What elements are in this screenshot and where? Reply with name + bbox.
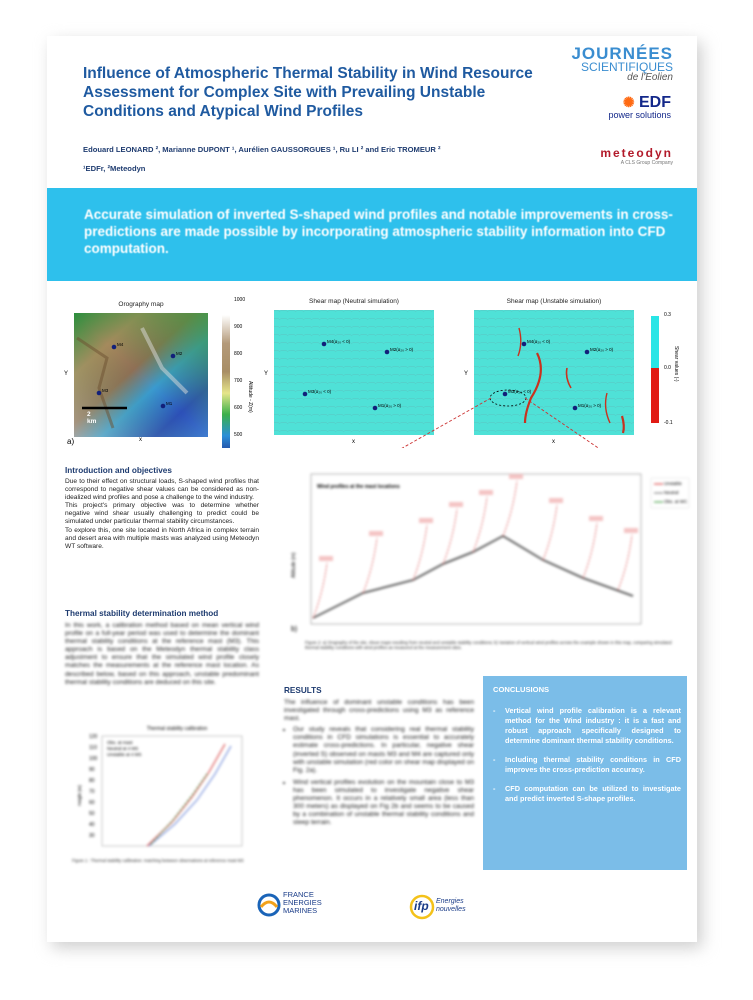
logo-text: SCIENTIFIQUES — [580, 60, 673, 74]
results-intro: The influence of dominant unstable conditions has been investigated through cross-predictions using M3 as reference mast. — [284, 699, 474, 723]
tick-label: 80 — [89, 778, 95, 784]
orography-mast-marker — [161, 404, 166, 409]
profile-chart-panel — [283, 468, 693, 668]
edf-flower-icon: ✺ — [622, 94, 635, 110]
wind-profile-label-box — [449, 502, 463, 507]
neutral-mast-label: M1(α₂₀ > 0) — [378, 403, 402, 408]
calibration-chart-title: Thermal stability calibration — [146, 726, 208, 732]
logo-text: Energies — [436, 898, 464, 905]
calibration-ylabel: Height (m) — [77, 784, 82, 806]
intro-paragraph: Due to their effect on structural loads, S-shaped wind profiles that correspond to negative shear values can be considered as non-idealized wind profiles and pose a challenge to the wind industry. — [65, 478, 259, 502]
profile-legend-unstable: Unstable — [664, 481, 682, 486]
scale-label: 2 km — [87, 411, 97, 425]
altitude-colorbar-label: Altitude - Z(m) — [247, 381, 253, 413]
conclusions-heading: CONCLUSIONS — [493, 685, 550, 694]
neutral-mast-marker — [322, 342, 327, 347]
neutral-mast-marker — [385, 350, 390, 355]
shear-unstable-xlabel: x — [552, 439, 555, 445]
tick-label: 50 — [89, 811, 95, 817]
calibration-chart — [77, 732, 257, 857]
wind-profile-label-box — [419, 518, 433, 523]
wind-profile-label-box — [479, 490, 493, 495]
intro-paragraph: To explore this, one site located in North Africa in complex terrain and desert area with multiple masts was analyzed using Meteodyn WT software. — [65, 526, 259, 550]
profile-chart — [283, 468, 693, 668]
wind-profile-label-box — [319, 556, 333, 561]
figure1-caption: Figure 1 : Thermal stability calibration: matching between observations at reference mast M3 — [72, 858, 244, 863]
results-body — [284, 699, 474, 827]
wind-profile-label-box — [369, 531, 383, 536]
shear-colorbar-label: Shear values (-) — [673, 346, 679, 382]
unstable-mast-label: M3(α₂₀ < 0) — [508, 389, 532, 394]
tick-label: 0.0 — [664, 365, 671, 371]
edf-logo — [608, 94, 671, 120]
poster-title: Influence of Atmospheric Thermal Stability in Wind Resource Assessment for Complex Site with Prevailing Unstable Conditions and Atypical Wind Profiles — [83, 65, 533, 120]
profile-chart-ylabel: Altitude (m) — [291, 552, 297, 578]
orography-mast-marker — [171, 354, 176, 359]
conclusion-item: - Vertical wind profile calibration is a relevant method for the Wind industry : it is a fast and robust approach specifically designed to determine dominant thermal stability conditions. — [491, 706, 681, 746]
tick-label: 100 — [89, 756, 98, 762]
neutral-mast-label: M2(α₂₀ > 0) — [390, 347, 414, 352]
unstable-mast-marker — [503, 392, 508, 397]
thermal-body: In this work, a calibration method based on mean vertical wind profile on a full-year period was used to determine the dominant thermal stability conditions at the reference mast (M3). This approach is based on the Meteodyn thermal stability class adjustment to ensure that the simulated wind profile closely matches the measurements at the reference mast location. As described below, based on this approach, unstable predominant thermal stability conditions are deduced on this site. — [65, 622, 259, 686]
tick-label: 120 — [89, 734, 98, 740]
shear-unstable-title: Shear map (Unstable simulation) — [506, 298, 602, 305]
profile-chart-title: Wind profiles at the mast locations — [317, 484, 400, 490]
logo-text: JOURNÉES — [571, 44, 673, 63]
conclusion-item: - Including thermal stability conditions in CFD improves the cross-prediction accuracy. — [491, 755, 681, 775]
shear-colorbar-negative — [651, 368, 659, 423]
logo-text: A CLS Group Company — [620, 160, 673, 166]
orography-mast-marker — [97, 391, 102, 396]
meteodyn-logo — [600, 146, 673, 166]
orography-panel-label: a) — [67, 437, 75, 446]
results-bullet: • Our study reveals that considering real thermal stability conditions in CFD simulations is essential to accurately estimate cross-predictions. In particular, negative shear (inverted S) observed on masts M3 and M4 are captured only with unstable simulation (red color on shear map displayed on Fig. 2a). — [293, 726, 474, 775]
neutral-mast-label: M4(α₂₀ < 0) — [327, 339, 351, 344]
tick-label: 40 — [89, 822, 95, 828]
tick-label: 110 — [89, 745, 97, 751]
logo-text: EDF — [639, 94, 671, 111]
calibration-legend-item: Obs. at mast — [107, 740, 133, 745]
calibration-legend — [107, 740, 142, 758]
wind-profile-label-box — [549, 498, 563, 503]
tick-label: 800 — [234, 351, 243, 357]
tick-label: 0.3 — [664, 312, 671, 318]
results-heading: RESULTS — [284, 686, 322, 695]
authors: Edouard LEONARD ², Marianne DUPONT ¹, Aurélien GAUSSORGUES ¹, Ru LI ² and Eric TROMEUR ² — [83, 145, 441, 154]
maps-row — [47, 298, 697, 448]
profile-plot-area — [311, 474, 641, 624]
unstable-mast-label: M1(α₂₀ > 0) — [578, 403, 602, 408]
wind-profile-label-box — [589, 516, 603, 521]
profile-legend-obs: Obs. at WC — [664, 499, 688, 504]
calibration-chart-panel — [77, 726, 257, 866]
unstable-mast-marker — [522, 342, 527, 347]
tick-label: 600 — [234, 405, 243, 411]
neutral-mast-marker — [373, 406, 378, 411]
tick-label: 30 — [89, 833, 95, 839]
unstable-mast-label: M2(α₂₀ > 0) — [590, 347, 614, 352]
tick-label: 1000 — [234, 297, 246, 303]
shear-unstable-ylabel: Y — [464, 371, 469, 377]
wind-profile-label-box — [624, 528, 638, 533]
orography-mast-label: M2 — [176, 351, 183, 356]
logo-text: de l'Eolien — [627, 72, 673, 83]
orography-mast-label: M4 — [117, 342, 124, 347]
shear-neutral-xlabel: x — [352, 439, 355, 445]
poster — [47, 36, 697, 942]
conclusions-box — [483, 676, 687, 870]
tick-label: 90 — [89, 767, 95, 773]
unstable-mast-label: M4(α₂₀ < 0) — [527, 339, 551, 344]
logo-text: MARINES — [283, 906, 318, 915]
results-bullet: • Wind vertical profiles evolution on the mountain close to M3 has been simulated to investigate negative shear phenomenon. It occurs in a relatively small area (less than 300 meters) as displayed on Fig 2b and seems to be caused by a combination of unstable thermal stability conditions and steep terrain. — [293, 779, 474, 828]
tick-label: 500 — [234, 432, 243, 438]
calibration-legend-item: Unstable at 4 MS — [107, 752, 142, 757]
intro-body — [65, 478, 259, 551]
altitude-colorbar — [222, 315, 230, 448]
logo-text: ENERGIES — [283, 898, 322, 907]
thermal-heading: Thermal stability determination method — [65, 609, 219, 618]
intro-heading: Introduction and objectives — [65, 466, 172, 475]
journees-scientifiques-logo — [571, 44, 673, 83]
neutral-mast-marker — [303, 392, 308, 397]
orography-mast-label: M3 — [102, 388, 109, 393]
orography-mast-marker — [112, 345, 117, 350]
conclusions-list — [491, 706, 681, 813]
figure2-caption: Figure 2: a) Orography of the site, shear maps resulting from neutral and unstable stability conditions; b) Variation of vertical wind profiles across the example shown in this map, comparing simulated thermal stability conditions with wind profiles as measured at the measurement sites. — [305, 640, 672, 651]
affiliations: ¹EDFr, ²Meteodyn — [83, 164, 146, 173]
intro-paragraph: This project's primary objective was to determine whether negative wind shear usually challenging to predict could be simulated under particular thermal stability circumstances. — [65, 502, 259, 526]
fem-wave-icon — [257, 893, 281, 917]
profile-panel-label: b) — [291, 626, 298, 633]
conclusion-item: - CFD computation can be utilized to investigate and predict inverted S-shape profiles. — [491, 784, 681, 804]
shear-neutral-ylabel: Y — [264, 371, 269, 377]
shear-neutral-title: Shear map (Neutral simulation) — [309, 298, 399, 305]
orography-title: Orography map — [118, 301, 164, 308]
orography-xlabel: x — [139, 437, 142, 443]
tick-label: 70 — [89, 789, 95, 795]
unstable-mast-marker — [585, 350, 590, 355]
logo-text: nouvelles — [436, 906, 466, 913]
calibration-legend-item: Neutral at 4 MS — [107, 746, 139, 751]
profile-legend-neutral: Neutral — [664, 490, 679, 495]
tick-label: -0.1 — [664, 420, 673, 426]
key-message-text: Accurate simulation of inverted S-shaped wind profiles and notable improvements in cross-predictions are made possible by incorporating atmospheric stability information into CFD computation. — [84, 207, 673, 256]
orography-mast-label: M1 — [166, 401, 173, 406]
logo-text: FRANCE — [283, 890, 314, 899]
shear-colorbar-positive — [651, 316, 659, 368]
logo-text: power solutions — [608, 110, 671, 120]
wind-profile-label-box — [509, 474, 523, 479]
unstable-mast-marker — [573, 406, 578, 411]
tick-label: 60 — [89, 800, 95, 806]
logo-text: meteodyn — [600, 146, 673, 160]
logo-text: ifp — [414, 899, 429, 913]
neutral-mast-label: M3(α₂₀ < 0) — [308, 389, 332, 394]
orography-ylabel: Y — [64, 371, 69, 377]
tick-label: 900 — [234, 324, 243, 330]
tick-label: 700 — [234, 378, 243, 384]
